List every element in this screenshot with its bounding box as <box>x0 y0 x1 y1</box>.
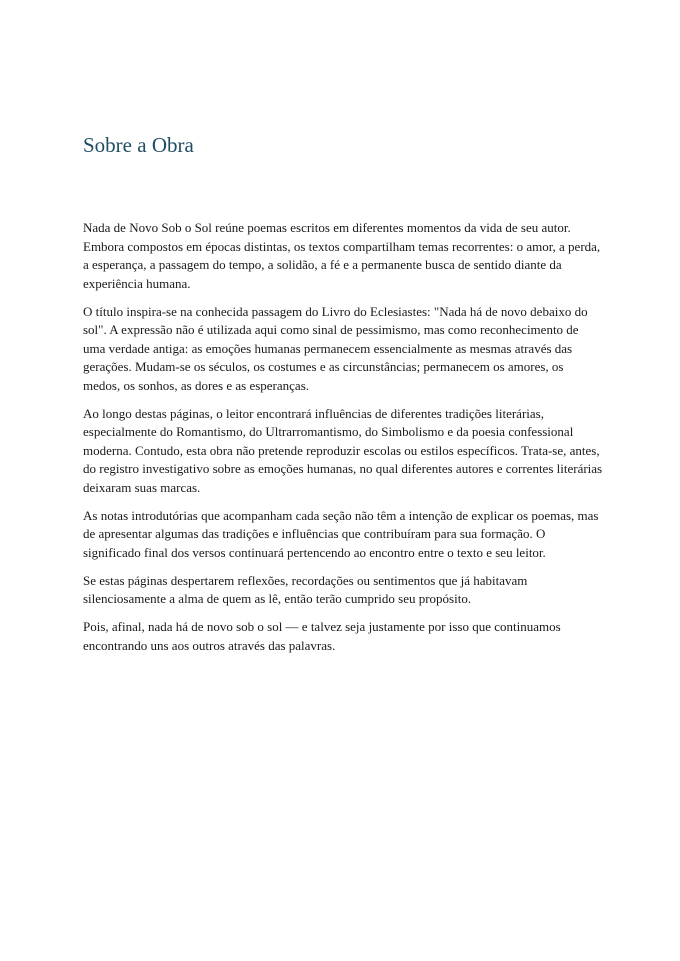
body-text <box>83 219 603 665</box>
paragraph-1: Nada de Novo Sob o Sol reúne poemas escritos em diferentes momentos da vida de seu autor. Embora compostos em épocas distintas, os textos compartilham temas recorrentes: o amor, a perda, a esperança, a passagem do tempo, a solidão, a fé e a permanente busca de sentido diante da experiência humana. <box>83 220 601 291</box>
paragraph-6: Pois, afinal, nada há de novo sob o sol — e talvez seja justamente por isso que continuamos encontrando uns aos outros através das palavras. <box>83 619 561 653</box>
paragraph-4: As notas introdutórias que acompanham cada seção não têm a intenção de explicar os poemas, mas de apresentar algumas das tradições e influências que contribuíram para sua formação. O significado final dos versos continuará pertencendo ao encontro entre o texto e seu leitor. <box>83 507 599 560</box>
paragraph-3: Ao longo destas páginas, o leitor encontrará influências de diferentes tradições literárias, especialmente do Romantismo, do Ultrarromantismo, do Simbolismo e da poesia confessional moderna. Contudo, esta obra não pretende reproduzir escolas ou estilos específicos. Trata-se, antes, do registro investigativo sobre as emoções humanas, no qual diferentes autores e correntes literárias deixaram suas marcas. <box>83 405 603 495</box>
paragraph-5: Se estas páginas despertarem reflexões, recordações ou sentimentos que já habitavam silenciosamente a alma de quem as lê, então terão cumprido seu propósito. <box>83 572 528 606</box>
page-title: Sobre a Obra <box>83 133 194 157</box>
paragraph-2: O título inspira-se na conhecida passagem do Livro do Eclesiastes: "Nada há de novo debaixo do sol". A expressão não é utilizada aqui como sinal de pessimismo, mas como reconhecimento de uma verdade antiga: as emoções humanas permanecem essencialmente as mesmas através das gerações. Mudam-se os séculos, os costumes e as circunstâncias; permanecem os amores, os medos, os sonhos, as dores e as esperanças. <box>83 303 588 393</box>
